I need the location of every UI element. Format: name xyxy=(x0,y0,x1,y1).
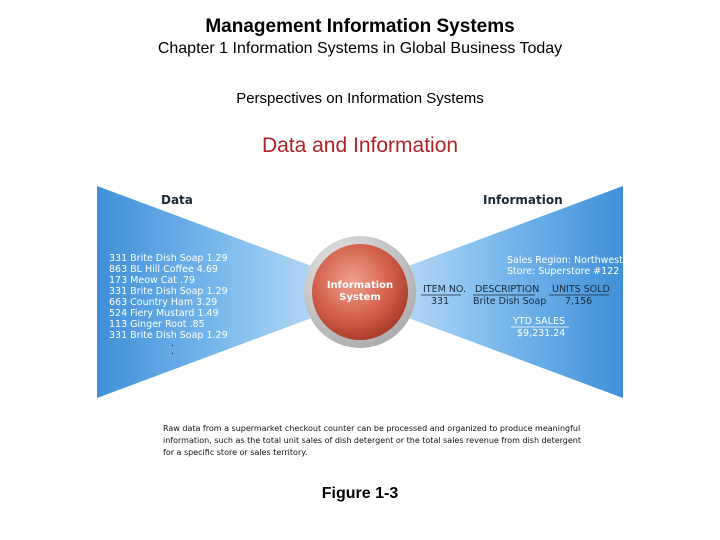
raw-data-line: 113 Ginger Root .85 xyxy=(109,319,205,330)
page-title: Management Information Systems xyxy=(205,16,515,37)
center-label-line1: Information xyxy=(326,280,394,291)
data-information-diagram xyxy=(97,186,623,398)
row-item-no: 331 xyxy=(431,296,450,307)
raw-data-line: 173 Meow Cat .79 xyxy=(109,275,196,286)
information-heading: Information xyxy=(483,193,563,207)
row-units-sold: 7,156 xyxy=(565,296,593,307)
row-description: Brite Dish Soap xyxy=(473,296,547,307)
section-title: Perspectives on Information Systems xyxy=(236,90,484,107)
raw-data-line: 331 Brite Dish Soap 1.29 xyxy=(109,330,228,341)
column-item-no: ITEM NO. xyxy=(423,284,467,295)
figure-label: Figure 1-3 xyxy=(321,485,399,502)
slide-title: Data and Information xyxy=(261,134,459,157)
ytd-label: YTD SALES xyxy=(513,316,565,327)
ellipsis-dot: . xyxy=(171,346,175,357)
data-heading: Data xyxy=(161,193,193,207)
raw-data-line: 863 BL Hill Coffee 4.69 xyxy=(109,264,218,275)
chapter-subtitle: Chapter 1 Information Systems in Global Business Today xyxy=(157,40,563,57)
figure-caption: Raw data from a supermarket checkout counter can be processed and organized to produce meaningful information, such as the total unit sales of dish detergent or the total sales revenue from dish detergent for a specific store or sales territory. xyxy=(163,424,582,457)
column-units-sold: UNITS SOLD xyxy=(552,284,610,295)
raw-data-line: 663 Country Ham 3.29 xyxy=(109,297,218,308)
raw-data-line: 331 Brite Dish Soap 1.29 xyxy=(109,286,228,297)
center-label-line2: System xyxy=(339,292,381,303)
ytd-value: $9,231.24 xyxy=(517,328,566,339)
column-description: DESCRIPTION xyxy=(475,284,540,295)
raw-data-line: 331 Brite Dish Soap 1.29 xyxy=(109,253,228,264)
raw-data-line: 524 Fiery Mustard 1.49 xyxy=(109,308,219,319)
sales-region: Sales Region: Northwest xyxy=(507,255,623,266)
store-label: Store: Superstore #122 xyxy=(507,266,620,277)
ellipsis-dot: . xyxy=(171,338,175,349)
